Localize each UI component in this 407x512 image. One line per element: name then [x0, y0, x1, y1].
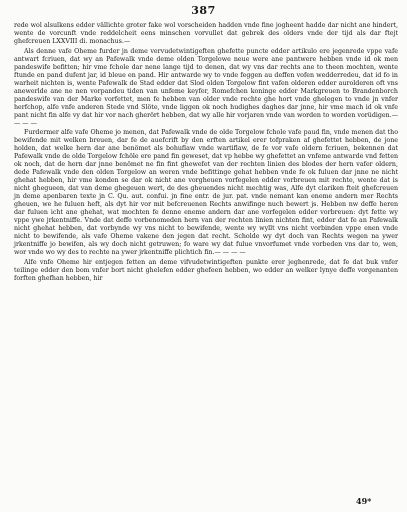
- paragraph-3: Furdermer alfe vafe Oheme jo menen, dat Pafewalk vnde de olde Torgelow fchole vafe paud fin, vnde menen dat tho bewifende mit welken breuen, dar fe de auefcrift by den erften artikel erer tofpraken af ghefettet hebben, de jone holden, dat welke hern dar ane benömet als bohuflaw vnde wartiflaw, de fe vor vafe oldern fcriuen, bekennen dat Pafewalk vnde de olde Torgelow fchöle ere pand fin geweset, dat vp hebbe wy ghefettet an vnfeme antwarde vnd fetten ok noch, dat de hern dar jnne benömet ne fin fint ghewefet van der rechten linien des blodes der hern vafer oldern, dede Pafewalk vnde den olden Torgelow an weren vnde befittinge gehat hebben vnde fe ok fuluen dar jnne ne nicht ghehat hebben, hir vme konden se dar ok nicht ane vorgheuen vorfegelen edder vorbreuen mit rechte, wente dat is nicht ghegueen, dat van deme ghegeuen wert, de des gheuendes nicht mechtig was, Alfe dyt clariken fteit ghefcreuen jn deme apenbaren texte jn C. Qu. aut. confui. jn fine entr. de jur. pat. vnde nemant kan eneme andern mer Rechts gheuen, we he fuluen heft, als dyt hir vor mit befcreuenen Rechts anwifinge nuch bewert js. Hebben nw deffe heren dar fuluen icht ane ghehat, wat mochten fe denne eneme andern dar ane vorfegelen edder vorbreuen: dyt fette wy vppe ywe jrkentniffe. Vnde dat deffe vorbenomeden hern van der rechten linien nichten fint, edder dat fe an Pafewalk nicht ghehat hebben, dat vorbynde wy vns nicht to bewifende, wente wy wyllt vns nicht vorbinden vppe enen vnde nicht to bewifende, als vafe Oheme vakene den jegen dat recht. Scholde wy dyt doch van Rechts wegen na ywer jrkentniffe jo bewifen, als wy doch nicht getruwen; fo ware wy dat fulue vnvorfumet vnde vorbeden vns dar to, wen, wor vnde wo wy des to rechte na ywer jrkentniffe plichtich fin.— — — —: [14, 129, 398, 256]
- paragraph-4: Alfe vnfe Oheme hir entjegen fetten an deme vifvudetwintigeften punkte erer jeghenrede, dat fe dat buk vnfer teilinge edder den bom vnfer bort nicht ghelefen edder ghefeen hebben, wo edder an welker lynye deffe vorgenanten forften ghefhan hebben, hir: [14, 258, 398, 282]
- paragraph-1: rede wol alsulkens edder vällichte groter fake wol vorscheiden hadden vnde fine jogheent hadde dar nicht ane hindert, wente de vorcunft vnde reddelcheit eens minschen vorvullet dat gebrek des olders vnde der tijd als dar ftejt ghefcreuen LXXVIII di. monachus.—: [14, 22, 398, 45]
- text-block: [14, 22, 398, 283]
- paragraph-2: Als denne vafe Oheme furder jn deme vervudetwintigeften ghefette puncte edder artikulo ere jegenrede vppe vafe antwart fcriuen, dat wy an Pafewalk vnde deme olden Torgelowe neue were ane pantwere hebben vnde id ok men pandeswife befitten; hir vme fchole dar nene lange tijd to denen, dat wy vns dar rechts ane to theen mochten, wente ftunde en pand dufent jar, id bleue en pand. Hir antwarde wy to vnde feggen au deffen vofen wedderredeu, dat id fo in warheit nichten is, wente Pafewalk de Stad edder dat Slod olden Torgelow fint vafen olderen edder aurolderen oft vns anewerlde ane ne nen vorpandeu tiden van unfeme keyfer, Romefchen koninge edder Markgreuen to Brandenborch pandeswife van der Marke vorfettet, men fe hebben van older vnde rechte ghe hort vnde ghelegen to vnde jn vnfer herfchop, alfe vnfe anderen Stede vnd Slöte, vnde liggen ok noch hudighes daghes dar jnne, hir vme mach id ok vnfe pant nicht fin alfe vy dat hir vor nach gherört hebben, dat wy alle hir vorjaren vnde van worden to worden vorüdigen.— — — —: [14, 47, 398, 127]
- page-number: 387: [191, 4, 216, 17]
- signature-mark: 49*: [356, 496, 372, 506]
